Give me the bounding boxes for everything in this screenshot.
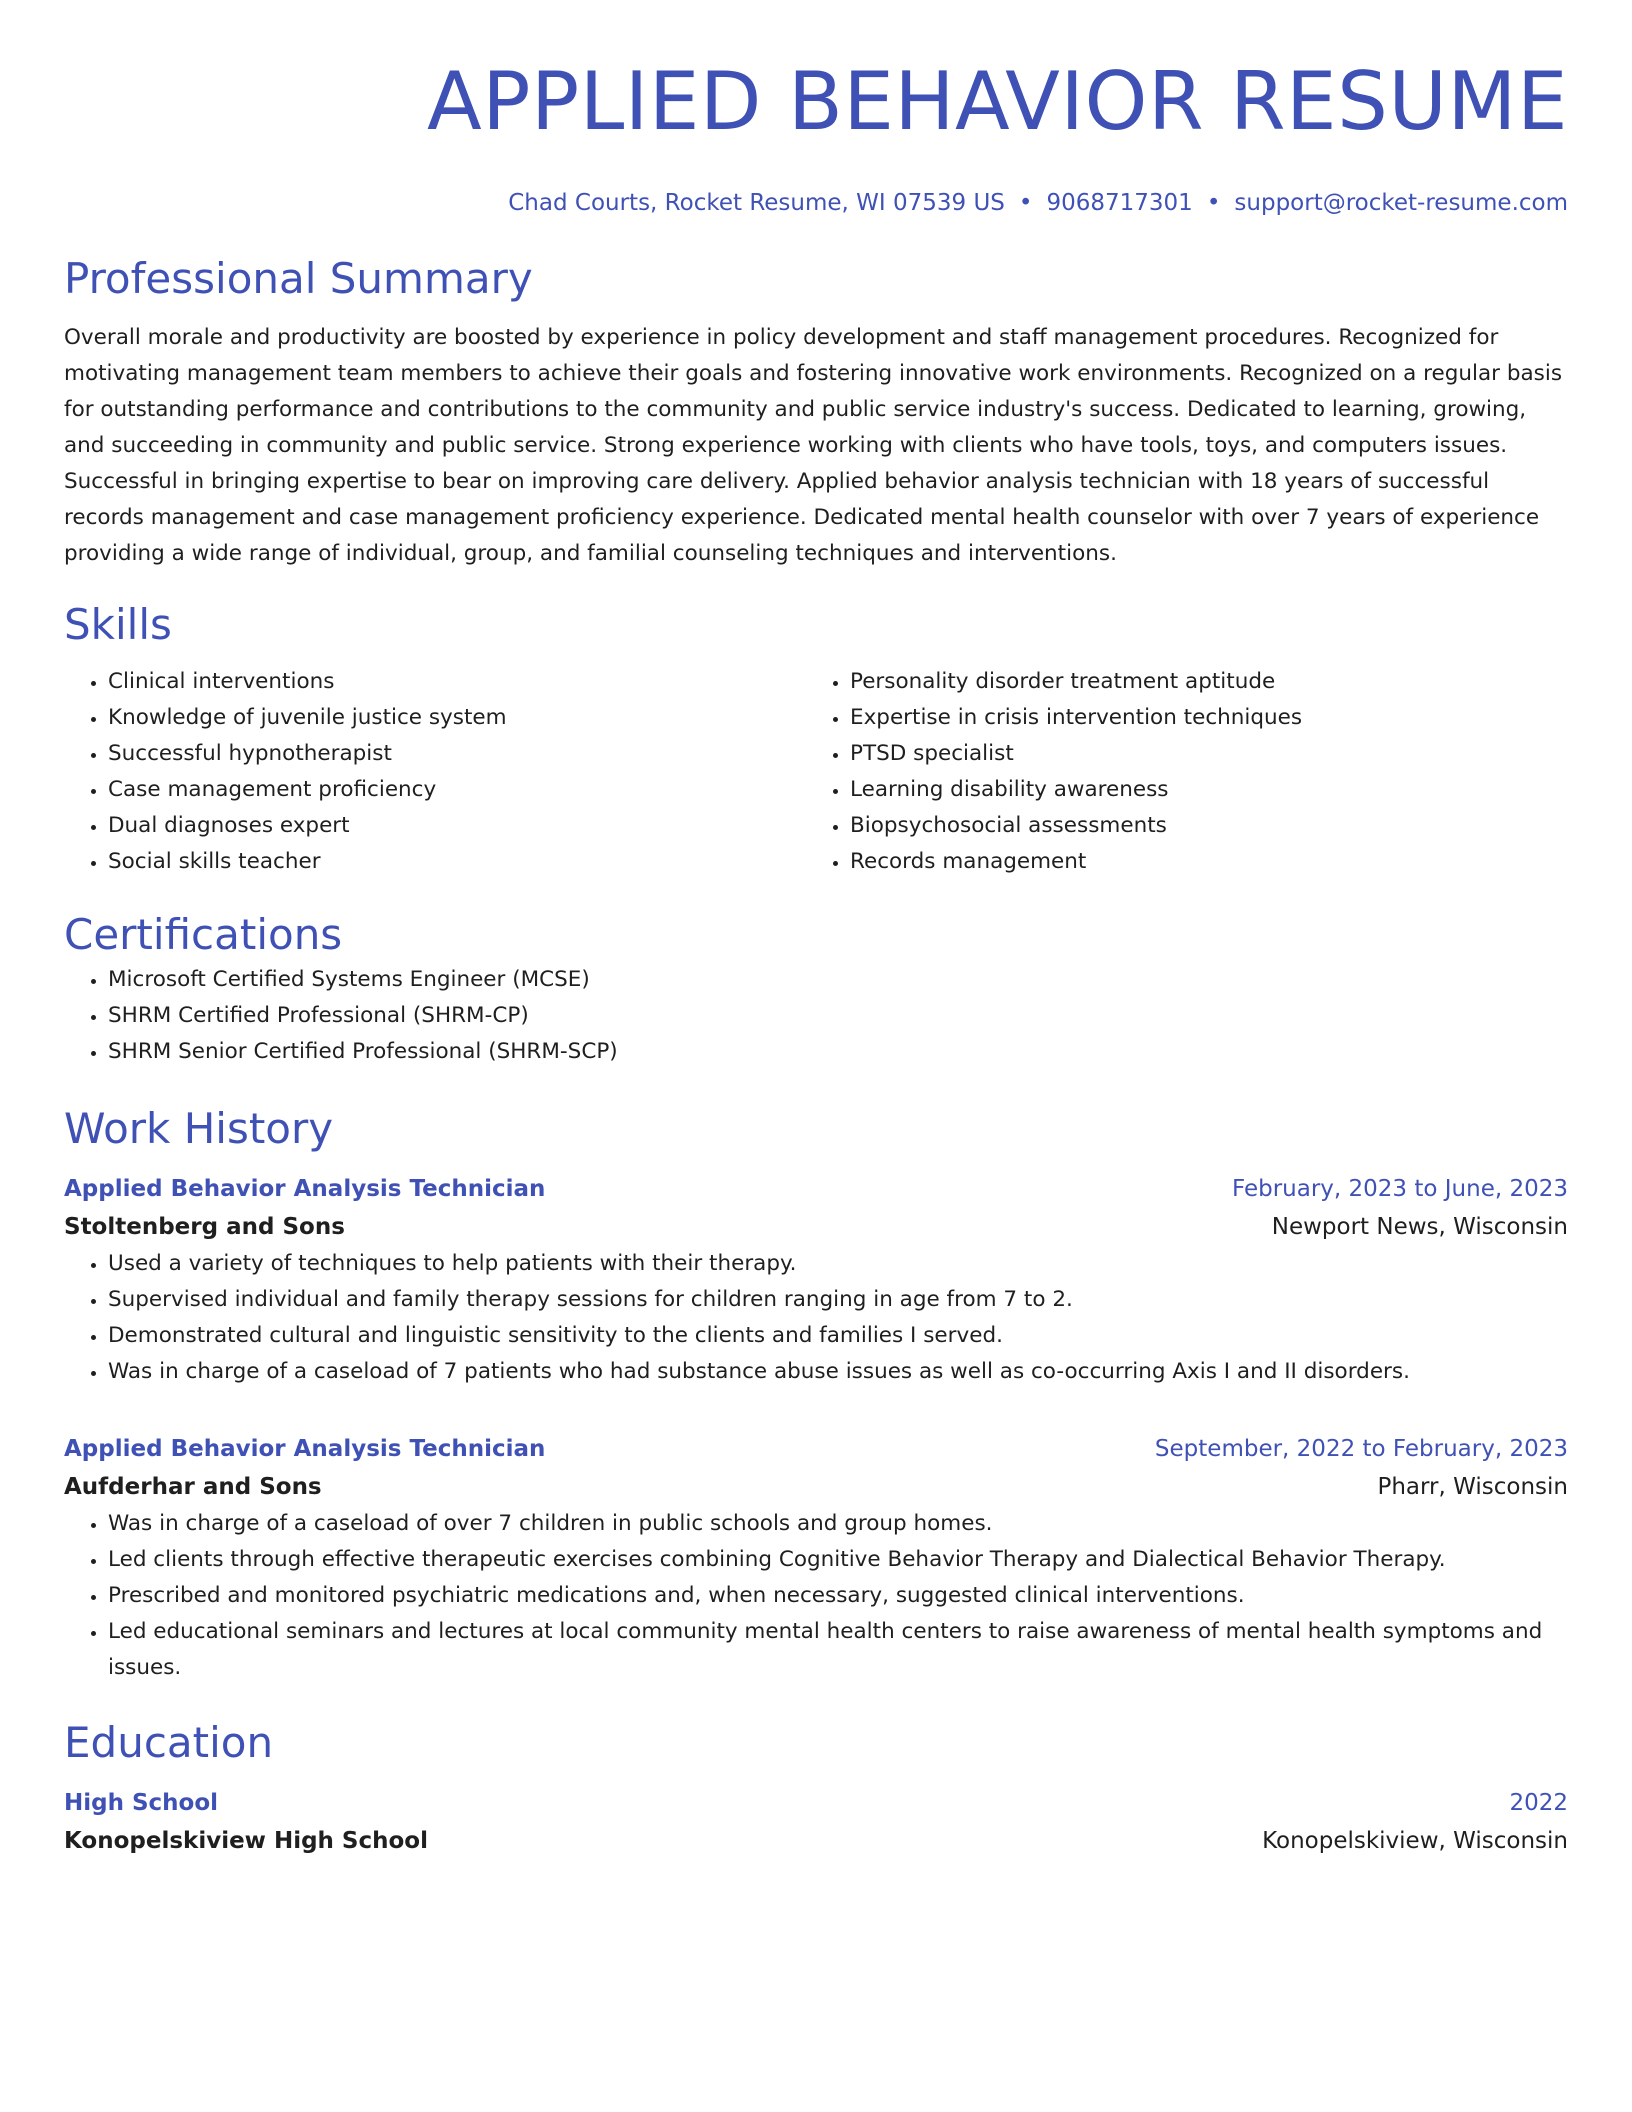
contact-separator: • [1018, 190, 1033, 216]
education-section [64, 1716, 1568, 1860]
certifications-section [64, 908, 1568, 1070]
education-school: Konopelskiview High School [64, 1828, 428, 1854]
job-dates: February, 2023 to June, 2023 [1231, 1176, 1568, 1202]
skill-item: • Learning disability awareness [850, 772, 1548, 808]
skill-item: • Biopsychosocial assessments [850, 808, 1548, 844]
skill-item: • Social skills teacher [108, 844, 806, 880]
certifications-list [64, 962, 1568, 1070]
certification-item: • SHRM Senior Certified Professional (SHRM-SCP) [108, 1034, 1568, 1070]
resume-title: APPLIED BEHAVIOR RESUME [427, 55, 1568, 148]
section-heading-skills: Skills [64, 600, 172, 649]
education-degree: High School [64, 1790, 219, 1816]
work-history-section [64, 1102, 1568, 1686]
skill-item: • PTSD specialist [850, 736, 1548, 772]
job-duty-item: • Prescribed and monitored psychiatric medications and, when necessary, suggested clinical interventions. [108, 1578, 1568, 1614]
skill-item: • Expertise in crisis intervention techniques [850, 700, 1548, 736]
skill-item: • Dual diagnoses expert [108, 808, 806, 844]
job-entry [64, 1430, 1568, 1686]
job-title-row [64, 1430, 1568, 1468]
skill-item: • Knowledge of juvenile justice system [108, 700, 806, 736]
job-title-row [64, 1170, 1568, 1208]
section-heading-education: Education [64, 1718, 274, 1767]
education-school-row [64, 1822, 1568, 1860]
summary-paragraph: Overall morale and productivity are boosted by experience in policy development and staff management procedures. Recognized for motivating management team members to achieve their goals and fostering innovative work environments. Recognized on a regular basis for outstanding performance and contributions to the community and public service industry's success. Dedicated to learning, growing, and succeeding in community and public service. Strong experience working with clients who have tools, toys, and computers issues. Successful in bringing expertise to bear on improving care delivery. Applied behavior analysis technician with 18 years of successful records management and case management proficiency experience. Dedicated mental health counselor with over 7 years of experience providing a wide range of individual, group, and familial counseling techniques and interventions. [64, 325, 1563, 566]
skills-grid [64, 664, 1568, 880]
job-duty-item: • Used a variety of techniques to help patients with their therapy. [108, 1246, 1568, 1282]
job-title: Applied Behavior Analysis Technician [64, 1176, 546, 1202]
job-duty-item: • Demonstrated cultural and linguistic sensitivity to the clients and families I served. [108, 1318, 1568, 1354]
job-title: Applied Behavior Analysis Technician [64, 1436, 546, 1462]
job-location: Newport News, Wisconsin [1271, 1214, 1568, 1240]
section-heading-summary: Professional Summary [64, 254, 533, 303]
education-location: Konopelskiview, Wisconsin [1262, 1828, 1568, 1854]
job-duty-item: • Was in charge of a caseload of over 7 children in public schools and group homes. [108, 1506, 1568, 1542]
job-duties-list [64, 1246, 1568, 1390]
contact-phone: 9068717301 [1046, 190, 1193, 216]
job-company: Stoltenberg and Sons [64, 1214, 345, 1240]
skill-item: • Personality disorder treatment aptitude [850, 664, 1548, 700]
education-degree-row [64, 1784, 1568, 1822]
job-duty-item: • Supervised individual and family therapy sessions for children ranging in age from 7 to 2. [108, 1282, 1568, 1318]
section-heading-certifications: Certifications [64, 910, 343, 959]
job-duty-item: • Led educational seminars and lectures at local community mental health centers to raise awareness of mental health symptoms and issues. [108, 1614, 1568, 1686]
certification-item: • SHRM Certified Professional (SHRM-CP) [108, 998, 1568, 1034]
job-company: Aufderhar and Sons [64, 1474, 322, 1500]
skill-item: • Case management proficiency [108, 772, 806, 808]
contact-line [64, 186, 1568, 220]
education-year: 2022 [1509, 1790, 1568, 1816]
job-duties-list [64, 1506, 1568, 1686]
skills-column-left [64, 664, 806, 880]
job-duty-item: • Led clients through effective therapeutic exercises combining Cognitive Behavior Therapy and Dialectical Behavior Therapy. [108, 1542, 1568, 1578]
job-dates: September, 2022 to February, 2023 [1154, 1436, 1568, 1462]
resume-header [64, 0, 1568, 220]
skill-item: • Clinical interventions [108, 664, 806, 700]
job-company-row [64, 1468, 1568, 1506]
contact-address: Chad Courts, Rocket Resume, WI 07539 US [508, 190, 1005, 216]
section-heading-work-history: Work History [64, 1104, 334, 1153]
contact-email[interactable]: support@rocket-resume.com [1234, 190, 1568, 216]
skill-item: • Records management [850, 844, 1548, 880]
professional-summary-section [64, 252, 1568, 572]
skill-item: • Successful hypnotherapist [108, 736, 806, 772]
job-duty-item: • Was in charge of a caseload of 7 patients who had substance abuse issues as well as co-occurring Axis I and II disorders. [108, 1354, 1568, 1390]
skills-column-right [806, 664, 1548, 880]
contact-separator: • [1206, 190, 1221, 216]
job-company-row [64, 1208, 1568, 1246]
job-entry [64, 1170, 1568, 1390]
skills-section [64, 598, 1568, 880]
certification-item: • Microsoft Certified Systems Engineer (MCSE) [108, 962, 1568, 998]
job-location: Pharr, Wisconsin [1377, 1474, 1568, 1500]
education-entry [64, 1784, 1568, 1860]
